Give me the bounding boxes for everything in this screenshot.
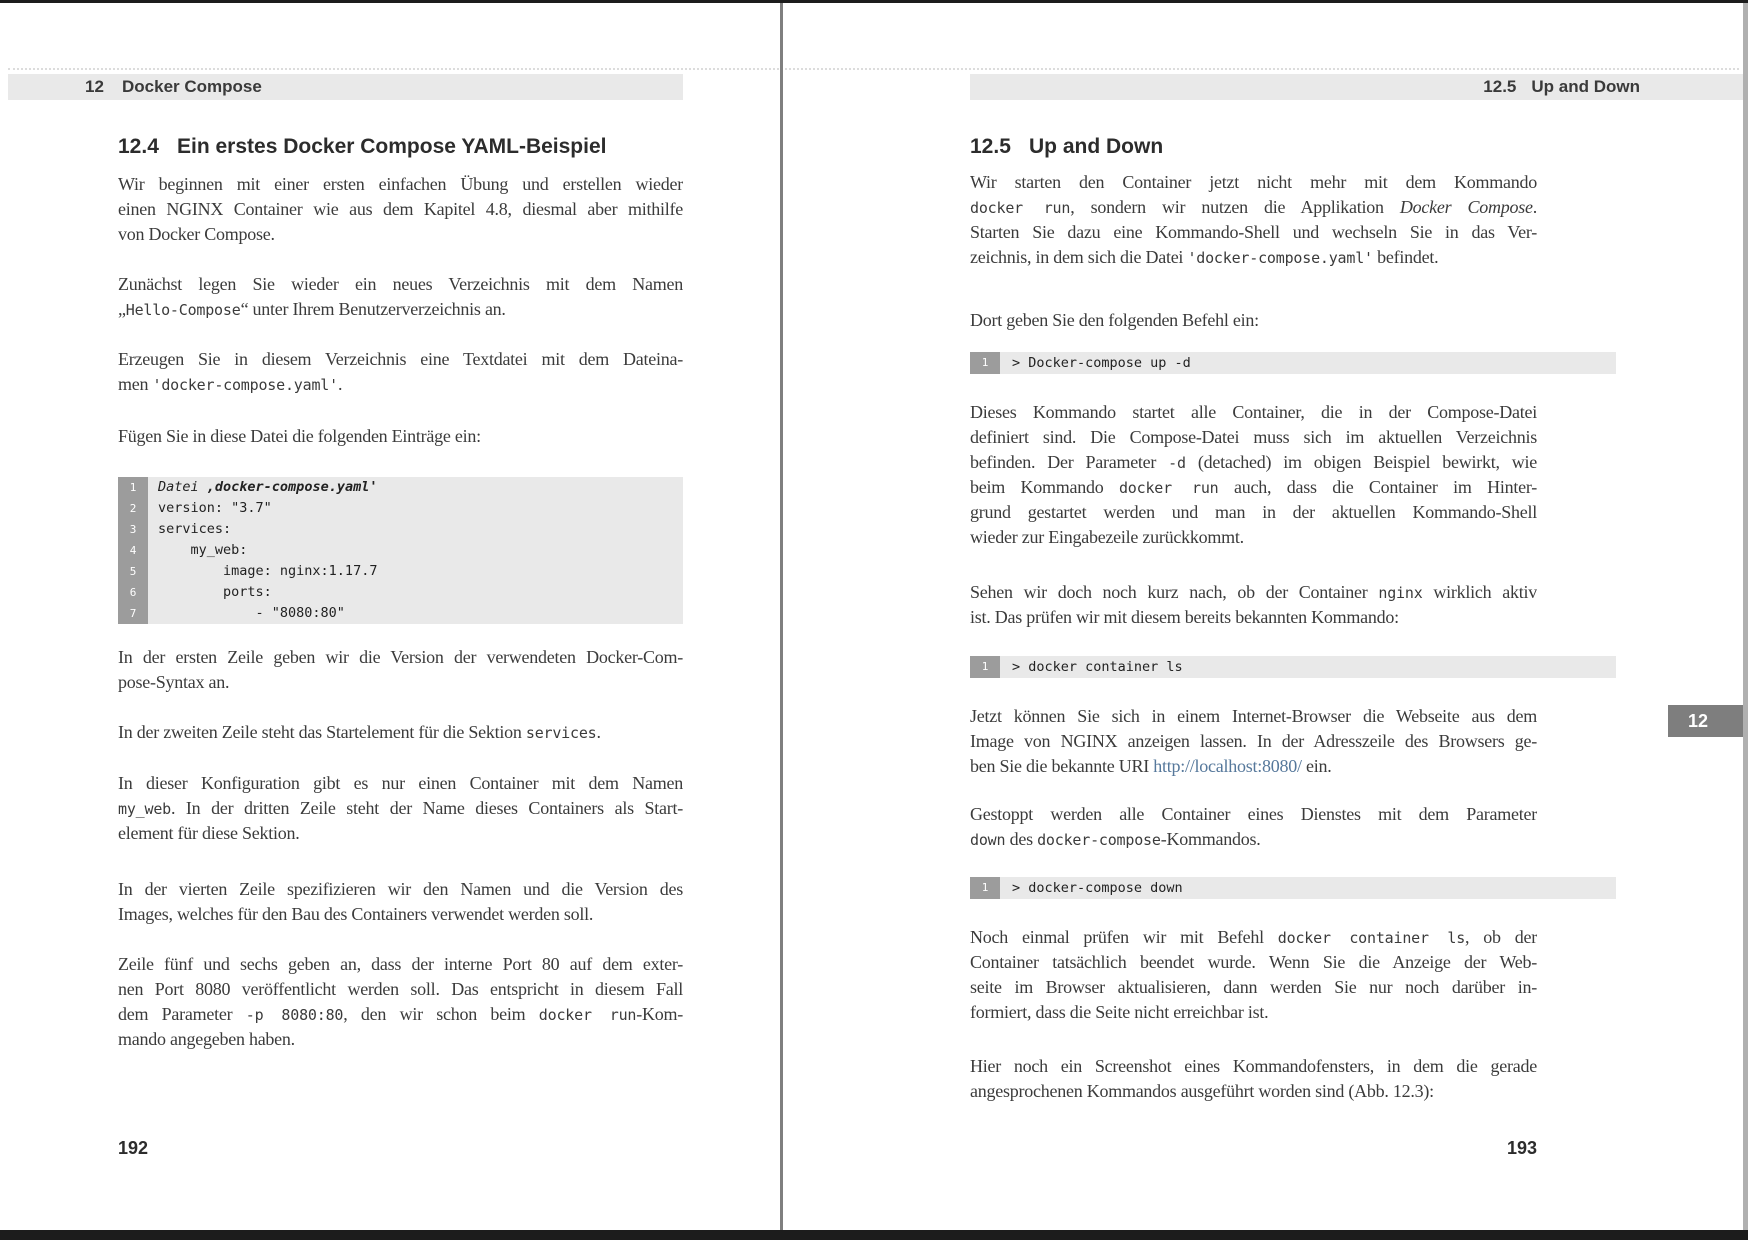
paragraph xyxy=(970,580,1537,630)
text-line xyxy=(118,952,683,977)
code-text xyxy=(148,498,683,519)
text-segment: ‚docker-compose.yaml' xyxy=(206,479,378,495)
text-line xyxy=(970,605,1537,630)
text-line xyxy=(118,796,683,821)
text-segment: In der vierten Zeile spezifizieren wir den Namen und die Version des xyxy=(118,879,683,899)
text-segment: services xyxy=(525,724,597,742)
text-segment: pose-Syntax an. xyxy=(118,672,230,692)
text-segment: beim Kommando xyxy=(970,477,1119,497)
text-line xyxy=(970,975,1537,1000)
text-line xyxy=(118,172,683,197)
text-line xyxy=(970,475,1537,500)
text-segment: Dieses Kommando startet alle Container, die in der Compose-Datei xyxy=(970,402,1537,422)
paragraph xyxy=(970,802,1537,852)
text-segment: - "8080:80" xyxy=(158,605,345,621)
paragraph xyxy=(118,172,683,247)
text-line xyxy=(970,1000,1537,1025)
code-text xyxy=(1000,877,1616,899)
code-text xyxy=(1000,352,1616,374)
text-segment: “ unter Ihrem Benutzerverzeichnis an. xyxy=(240,299,506,319)
text-segment: . xyxy=(1532,197,1537,217)
text-segment: befindet. xyxy=(1372,247,1439,267)
text-segment: > Docker-compose up -d xyxy=(1012,355,1191,371)
code-text xyxy=(148,519,683,540)
section-title: Up and Down xyxy=(1531,77,1640,96)
text-segment: In dieser Konfiguration gibt es nur einen Container mit dem Namen xyxy=(118,773,683,793)
text-line xyxy=(118,1002,683,1027)
text-segment: Sehen wir doch noch kurz nach, ob der Container xyxy=(970,582,1379,602)
text-segment: image: nginx:1.17.7 xyxy=(158,563,378,579)
text-segment: -Kom- xyxy=(636,1004,683,1024)
text-segment: , den wir schon beim xyxy=(343,1004,539,1024)
text-line xyxy=(970,400,1537,425)
text-line xyxy=(118,424,683,449)
code-row xyxy=(118,582,683,603)
text-segment: down xyxy=(970,831,1006,849)
text-segment: einen NGINX Container wie aus dem Kapitel 4.8, diesmal aber mithilfe xyxy=(118,199,683,219)
text-segment: docker run xyxy=(970,199,1071,217)
text-segment: seite im Browser aktualisieren, dann werden Sie nur noch darüber in- xyxy=(970,977,1537,997)
text-segment: Images, welches für den Bau des Containers verwendet werden soll. xyxy=(118,904,594,924)
text-segment: „ xyxy=(118,299,126,319)
paragraph xyxy=(118,424,683,449)
text-line xyxy=(970,425,1537,450)
code-row xyxy=(970,656,1616,678)
text-segment: docker run xyxy=(538,1006,637,1024)
line-number: 5 xyxy=(118,561,148,582)
text-line xyxy=(970,450,1537,475)
line-number: 4 xyxy=(118,540,148,561)
text-segment: docker run xyxy=(1118,479,1219,497)
text-segment: 'docker-compose.yaml' xyxy=(152,376,338,394)
text-segment: (detached) im obigen Beispiel bewirkt, wie xyxy=(1185,452,1537,472)
text-segment: ein. xyxy=(1301,756,1332,776)
text-line xyxy=(970,500,1537,525)
text-line xyxy=(970,754,1537,779)
text-line xyxy=(118,372,683,397)
text-segment: my_web xyxy=(118,800,171,818)
code-text xyxy=(1000,656,1616,678)
line-number: 3 xyxy=(118,519,148,540)
text-segment: . In der dritten Zeile steht der Name dieses Containers als Start- xyxy=(171,798,683,818)
text-line xyxy=(970,950,1537,975)
text-line xyxy=(970,925,1537,950)
text-segment: -p 8080:80 xyxy=(245,1006,344,1024)
text-line xyxy=(118,197,683,222)
paragraph xyxy=(118,645,683,695)
text-segment: -Kommandos. xyxy=(1160,829,1261,849)
section-title: Ein erstes Docker Compose YAML-Beispiel xyxy=(177,135,607,158)
text-segment: Zeile fünf und sechs geben an, dass der interne Port 80 auf dem exter- xyxy=(118,954,683,974)
text-segment: Fügen Sie in diese Datei die folgenden Einträge ein: xyxy=(118,426,481,446)
text-segment: wirklich aktiv xyxy=(1422,582,1537,602)
section-number: 12.5 xyxy=(970,135,1011,158)
command-listing xyxy=(970,352,1537,374)
paragraph xyxy=(970,704,1537,779)
page-edge-right xyxy=(1743,3,1748,1230)
text-line xyxy=(970,580,1537,605)
text-line xyxy=(118,1027,683,1052)
paragraph xyxy=(970,925,1537,1025)
section-number: 12.4 xyxy=(118,135,159,158)
paragraph xyxy=(118,952,683,1052)
text-segment: > docker-compose down xyxy=(1012,880,1183,896)
text-segment: dem Parameter xyxy=(118,1004,246,1024)
bottom-border xyxy=(0,1230,1748,1240)
line-number: 1 xyxy=(970,656,1000,678)
paragraph xyxy=(118,347,683,397)
paragraph xyxy=(118,272,683,322)
text-line xyxy=(970,245,1537,270)
text-segment: zeichnis, in dem sich die Datei xyxy=(970,247,1188,267)
text-segment: Image von NGINX anzeigen lassen. In der Adresszeile des Browsers ge- xyxy=(970,731,1537,751)
text-segment: Gestoppt werden alle Container eines Dienstes mit dem Parameter xyxy=(970,804,1537,824)
text-segment: 'docker-compose.yaml' xyxy=(1187,249,1373,267)
code-row xyxy=(118,540,683,561)
text-line xyxy=(970,220,1537,245)
text-segment: In der ersten Zeile geben wir die Version der verwendeten Docker-Com- xyxy=(118,647,683,667)
code-row xyxy=(970,352,1616,374)
text-segment: grund gestartet werden und man in der aktuellen Kommando-Shell xyxy=(970,502,1537,522)
chapter-number: 12 xyxy=(85,77,104,96)
text-segment: . xyxy=(596,722,601,742)
line-number: 6 xyxy=(118,582,148,603)
line-number: 1 xyxy=(118,477,148,498)
code-row xyxy=(970,877,1616,899)
code-text xyxy=(148,582,683,603)
text-line xyxy=(970,827,1537,852)
text-segment: mando angegeben haben. xyxy=(118,1029,295,1049)
text-line xyxy=(970,170,1537,195)
text-segment: men xyxy=(118,374,153,394)
paragraph xyxy=(970,1054,1537,1104)
paragraph xyxy=(118,877,683,927)
line-number: 7 xyxy=(118,603,148,624)
text-line xyxy=(970,195,1537,220)
text-line xyxy=(118,347,683,372)
code-row xyxy=(118,561,683,582)
text-line xyxy=(118,902,683,927)
text-segment: Wir beginnen mit einer ersten einfachen Übung und erstellen wieder xyxy=(118,174,683,194)
code-text xyxy=(148,603,683,624)
text-segment: . xyxy=(337,374,343,394)
text-line xyxy=(118,771,683,796)
text-segment: , sondern wir nutzen die Applikation xyxy=(1070,197,1400,217)
text-column-left xyxy=(118,0,683,1240)
text-line xyxy=(970,729,1537,754)
text-segment: Container tatsächlich beendet wurde. Wenn Sie die Anzeige der Web- xyxy=(970,952,1537,972)
text-segment: nginx xyxy=(1378,584,1423,602)
text-segment: Starten Sie dazu eine Kommando-Shell und wechseln Sie in das Ver- xyxy=(970,222,1537,242)
code-text xyxy=(148,561,683,582)
line-number: 1 xyxy=(970,352,1000,374)
text-segment: Wir starten den Container jetzt nicht mehr mit dem Kommando xyxy=(970,172,1537,192)
text-segment: docker-compose xyxy=(1037,831,1161,849)
paragraph xyxy=(118,771,683,846)
text-line xyxy=(118,645,683,670)
text-column-right xyxy=(970,0,1537,1240)
text-segment: Hier noch ein Screenshot eines Kommandofensters, in dem die gerade xyxy=(970,1056,1537,1076)
paragraph xyxy=(118,720,683,745)
text-segment: von Docker Compose. xyxy=(118,224,275,244)
text-line xyxy=(118,297,683,322)
code-row xyxy=(118,477,683,498)
line-number: 1 xyxy=(970,877,1000,899)
text-segment: , ob der xyxy=(1465,927,1537,947)
text-segment: formiert, dass die Seite nicht erreichbar ist. xyxy=(970,1002,1269,1022)
text-segment: Datei xyxy=(158,479,207,495)
page-number-left: 192 xyxy=(118,1138,149,1158)
text-segment: > docker container ls xyxy=(1012,659,1183,675)
text-segment: des xyxy=(1005,829,1038,849)
text-segment: wieder zur Eingabezeile zurückkommt. xyxy=(970,527,1244,547)
text-segment: ports: xyxy=(158,584,272,600)
text-line xyxy=(970,308,1537,333)
code-row xyxy=(118,498,683,519)
text-segment: services: xyxy=(158,521,232,537)
code-row xyxy=(118,519,683,540)
text-line xyxy=(970,1054,1537,1079)
text-segment: befinden. Der Parameter xyxy=(970,452,1169,472)
text-segment: Zunächst legen Sie wieder ein neues Verzeichnis mit dem Namen xyxy=(118,274,683,294)
text-segment: ist. Das prüfen wir mit diesem bereits bekannten Kommando: xyxy=(970,607,1399,627)
text-segment: nen Port 8080 veröffentlicht werden soll. Das entspricht in diesem Fall xyxy=(118,979,683,999)
paragraph xyxy=(970,170,1537,270)
text-line xyxy=(970,802,1537,827)
command-listing xyxy=(970,656,1537,678)
section-title: Up and Down xyxy=(1029,135,1164,158)
text-segment: element für diese Sektion. xyxy=(118,823,300,843)
text-line xyxy=(118,222,683,247)
text-segment: In der zweiten Zeile steht das Startelement für die Sektion xyxy=(118,722,526,742)
text-line xyxy=(118,977,683,1002)
code-text xyxy=(148,540,683,561)
text-segment: Erzeugen Sie in diesem Verzeichnis eine Textdatei mit dem Dateina- xyxy=(118,349,683,369)
text-segment: Noch einmal prüfen wir mit Befehl xyxy=(970,927,1278,947)
text-line xyxy=(970,525,1537,550)
code-row xyxy=(118,603,683,624)
text-segment: -d xyxy=(1168,454,1186,472)
command-listing xyxy=(970,877,1537,899)
text-segment: my_web: xyxy=(158,542,248,558)
code-listing xyxy=(118,477,683,624)
paragraph xyxy=(970,400,1537,550)
text-segment: Hello-Compose xyxy=(125,301,241,319)
text-segment: version: "3.7" xyxy=(158,500,272,516)
text-segment: Dort geben Sie den folgenden Befehl ein: xyxy=(970,310,1259,330)
text-line xyxy=(970,1079,1537,1104)
code-text xyxy=(148,477,683,498)
text-line xyxy=(118,821,683,846)
text-line xyxy=(118,720,683,745)
text-segment: Docker Compose xyxy=(1399,197,1533,217)
text-segment: ben Sie die bekannte URI xyxy=(970,756,1154,776)
text-segment: definiert sind. Die Compose-Datei muss sich im aktuellen Verzeichnis xyxy=(970,427,1537,447)
text-segment: docker container ls xyxy=(1277,929,1466,947)
text-line xyxy=(970,704,1537,729)
text-segment: auch, dass die Container im Hinter- xyxy=(1218,477,1537,497)
chapter-title: Docker Compose xyxy=(122,77,262,96)
paragraph xyxy=(970,308,1537,333)
page-number-right: 193 xyxy=(1506,1138,1537,1158)
page-divider xyxy=(780,3,783,1230)
text-segment: angesprochenen Kommandos ausgeführt worden sind (Abb. 12.3): xyxy=(970,1081,1434,1101)
chapter-tab: 12 xyxy=(1668,705,1744,737)
section-number: 12.5 xyxy=(1483,77,1517,96)
text-line xyxy=(118,272,683,297)
line-number: 2 xyxy=(118,498,148,519)
localhost-link[interactable]: http://localhost:8080/ xyxy=(1153,756,1302,776)
text-line xyxy=(118,877,683,902)
text-line xyxy=(118,670,683,695)
text-segment: Jetzt können Sie sich in einem Internet-Browser die Webseite aus dem xyxy=(970,706,1537,726)
